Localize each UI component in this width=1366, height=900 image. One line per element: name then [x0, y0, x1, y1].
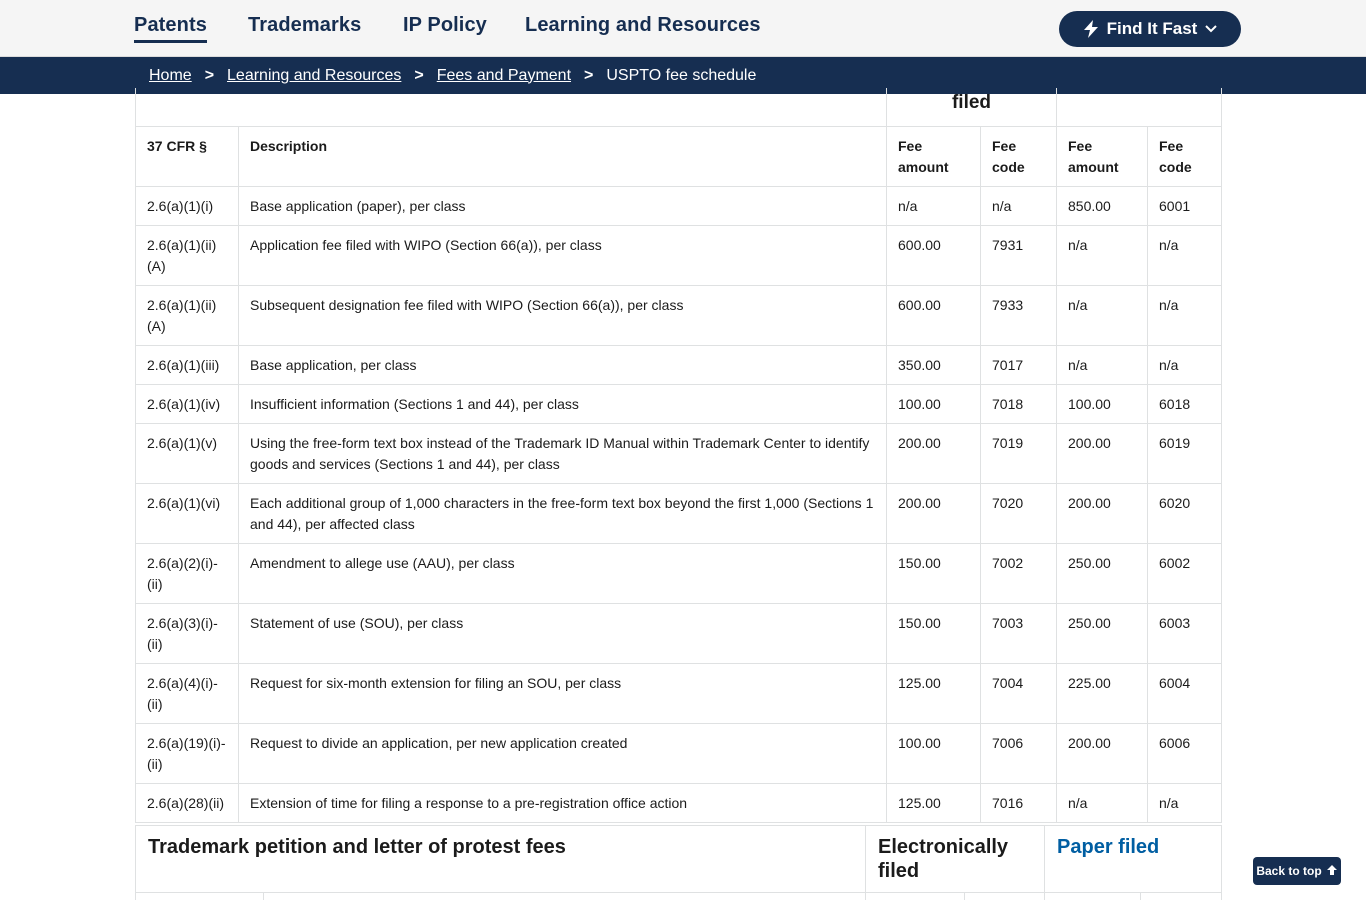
nav-item-trademarks[interactable]: Trademarks: [248, 14, 362, 36]
electronic-fee-amount-cell: 100.00: [887, 723, 981, 783]
electronic-fee-amount-cell: 600.00: [887, 225, 981, 285]
table-row: [136, 186, 1222, 225]
table-cell: [1141, 893, 1222, 900]
table-cell: [866, 893, 965, 900]
petition-header-row: [136, 826, 1222, 893]
nav-item-ip-policy[interactable]: IP Policy: [403, 14, 487, 36]
electronic-fee-code-cell: n/a: [981, 186, 1057, 225]
electronic-fee-code-cell: 7020: [981, 483, 1057, 543]
electronic-fee-code-cell: 7002: [981, 543, 1057, 603]
breadcrumb-link-fees-and-payment[interactable]: Fees and Payment: [436, 66, 572, 84]
paper-fee-amount-cell: 200.00: [1057, 723, 1148, 783]
column-header: 37 CFR §: [136, 126, 239, 186]
electronic-fee-amount-cell: 150.00: [887, 543, 981, 603]
trademark-fee-table: [135, 88, 1222, 823]
column-header: Fee amount: [887, 126, 981, 186]
breadcrumb-separator: >: [414, 66, 424, 84]
paper-fee-amount-cell: n/a: [1057, 285, 1148, 345]
table-row: [136, 543, 1222, 603]
lightning-icon: [1083, 20, 1099, 38]
arrow-up-icon: [1326, 864, 1338, 879]
table-row: [136, 603, 1222, 663]
electronic-fee-amount-cell: 200.00: [887, 483, 981, 543]
paper-fee-amount-cell: n/a: [1057, 225, 1148, 285]
paper-fee-amount-cell: 225.00: [1057, 663, 1148, 723]
cfr-section-cell: 2.6(a)(28)(ii): [136, 783, 239, 822]
column-header: Description: [239, 126, 887, 186]
column-header: Fee amount: [1057, 126, 1148, 186]
cfr-section-cell: 2.6(a)(1)(ii)(A): [136, 285, 239, 345]
cfr-section-cell: 2.6(a)(1)(vi): [136, 483, 239, 543]
paper-fee-amount-cell: 200.00: [1057, 483, 1148, 543]
cfr-section-cell: 2.6(a)(1)(iv): [136, 384, 239, 423]
electronic-fee-amount-cell: n/a: [887, 186, 981, 225]
breadcrumb-separator: >: [204, 66, 215, 84]
paper-fee-code-cell: n/a: [1148, 783, 1222, 822]
paper-fee-code-cell: 6019: [1148, 423, 1222, 483]
electronic-fee-code-cell: 7933: [981, 285, 1057, 345]
nav-item-learning-and-resources[interactable]: Learning and Resources: [525, 14, 761, 36]
column-header: Fee code: [1148, 126, 1222, 186]
group-header-cell: [136, 88, 887, 126]
petition-subheader-row: [136, 893, 1222, 900]
table-row: [136, 384, 1222, 423]
electronic-fee-code-cell: 7003: [981, 603, 1057, 663]
description-cell: Amendment to allege use (AAU), per class: [239, 543, 887, 603]
paper-fee-amount-cell: 250.00: [1057, 543, 1148, 603]
find-it-fast-button[interactable]: [1059, 11, 1241, 47]
chevron-down-icon: [1205, 25, 1217, 33]
table-row: [136, 345, 1222, 384]
cfr-section-cell: 2.6(a)(3)(i)-(ii): [136, 603, 239, 663]
description-cell: Base application (paper), per class: [239, 186, 887, 225]
petition-fee-table: [135, 825, 1222, 900]
paper-fee-amount-cell: n/a: [1057, 783, 1148, 822]
cfr-section-cell: 2.6(a)(1)(ii)(A): [136, 225, 239, 285]
description-cell: Base application, per class: [239, 345, 887, 384]
description-cell: Request to divide an application, per new application created: [239, 723, 887, 783]
paper-fee-amount-cell: 850.00: [1057, 186, 1148, 225]
column-header: Fee code: [981, 126, 1057, 186]
electronic-fee-amount-cell: 125.00: [887, 783, 981, 822]
paper-fee-amount-cell: 100.00: [1057, 384, 1148, 423]
description-cell: Subsequent designation fee filed with WIPO (Section 66(a)), per class: [239, 285, 887, 345]
table-row: [136, 723, 1222, 783]
paper-fee-code-cell: 6006: [1148, 723, 1222, 783]
description-cell: Insufficient information (Sections 1 and 44), per class: [239, 384, 887, 423]
paper-fee-code-cell: 6001: [1148, 186, 1222, 225]
description-cell: Application fee filed with WIPO (Section 66(a)), per class: [239, 225, 887, 285]
group-header-row: [136, 88, 1222, 126]
back-to-top-button[interactable]: [1253, 857, 1341, 885]
group-header-label: filed: [951, 92, 992, 113]
electronic-fee-code-cell: 7004: [981, 663, 1057, 723]
find-it-fast-label: Find It Fast: [1106, 19, 1198, 38]
breadcrumb-current: USPTO fee schedule: [606, 66, 757, 84]
group-header-cell: [1057, 88, 1222, 126]
table-row: [136, 285, 1222, 345]
paper-fee-code-cell: 6020: [1148, 483, 1222, 543]
cfr-section-cell: 2.6(a)(1)(v): [136, 423, 239, 483]
paper-filed-header[interactable]: Paper filed: [1045, 826, 1222, 893]
paper-fee-amount-cell: 250.00: [1057, 603, 1148, 663]
paper-fee-code-cell: 6002: [1148, 543, 1222, 603]
paper-fee-code-cell: 6018: [1148, 384, 1222, 423]
description-cell: Statement of use (SOU), per class: [239, 603, 887, 663]
cfr-section-cell: 2.6(a)(4)(i)-(ii): [136, 663, 239, 723]
petition-table-title: Trademark petition and letter of protest fees: [136, 826, 866, 893]
paper-fee-code-cell: 6004: [1148, 663, 1222, 723]
electronic-fee-code-cell: 7931: [981, 225, 1057, 285]
electronically-filed-header: Electronically filed: [866, 826, 1045, 893]
description-cell: Using the free-form text box instead of the Trademark ID Manual within Trademark Center to identify goods and services (Sections 1 and 44), per class: [239, 423, 887, 483]
breadcrumb-link-learning-and-resources[interactable]: Learning and Resources: [227, 66, 402, 84]
description-cell: Request for six-month extension for filing an SOU, per class: [239, 663, 887, 723]
paper-fee-code-cell: n/a: [1148, 285, 1222, 345]
back-to-top-label: Back to top: [1256, 864, 1322, 878]
electronic-fee-amount-cell: 200.00: [887, 423, 981, 483]
top-navigation: [0, 0, 1366, 57]
paper-fee-code-cell: 6003: [1148, 603, 1222, 663]
paper-fee-amount-cell: n/a: [1057, 345, 1148, 384]
table-cell: [264, 893, 866, 900]
electronic-fee-code-cell: 7016: [981, 783, 1057, 822]
electronic-fee-amount-cell: 150.00: [887, 603, 981, 663]
paper-fee-amount-cell: 200.00: [1057, 423, 1148, 483]
table-row: [136, 783, 1222, 822]
paper-fee-code-cell: n/a: [1148, 225, 1222, 285]
cfr-section-cell: 2.6(a)(1)(iii): [136, 345, 239, 384]
electronic-fee-code-cell: 7006: [981, 723, 1057, 783]
table-row: [136, 483, 1222, 543]
description-cell: Each additional group of 1,000 characters in the free-form text box beyond the first 1,000 (Sections 1 and 44), per affected class: [239, 483, 887, 543]
nav-item-patents[interactable]: Patents: [134, 14, 207, 43]
table-cell: [1045, 893, 1141, 900]
electronic-fee-code-cell: 7019: [981, 423, 1057, 483]
electronic-fee-code-cell: 7017: [981, 345, 1057, 384]
electronic-fee-amount-cell: 125.00: [887, 663, 981, 723]
cfr-section-cell: 2.6(a)(1)(i): [136, 186, 239, 225]
description-cell: Extension of time for filing a response to a pre-registration office action: [239, 783, 887, 822]
table-row: [136, 423, 1222, 483]
column-header-row: [136, 126, 1222, 186]
electronic-fee-code-cell: 7018: [981, 384, 1057, 423]
cfr-section-cell: 2.6(a)(19)(i)-(ii): [136, 723, 239, 783]
electronic-fee-amount-cell: 600.00: [887, 285, 981, 345]
table-row: [136, 663, 1222, 723]
table-row: [136, 225, 1222, 285]
breadcrumb-separator: >: [584, 66, 594, 84]
electronic-fee-amount-cell: 350.00: [887, 345, 981, 384]
group-header-cell: [887, 88, 1057, 126]
table-cell: [136, 893, 264, 900]
electronic-fee-amount-cell: 100.00: [887, 384, 981, 423]
paper-fee-code-cell: n/a: [1148, 345, 1222, 384]
cfr-section-cell: 2.6(a)(2)(i)-(ii): [136, 543, 239, 603]
table-cell: [965, 893, 1045, 900]
breadcrumb-link-home[interactable]: Home: [149, 66, 192, 84]
